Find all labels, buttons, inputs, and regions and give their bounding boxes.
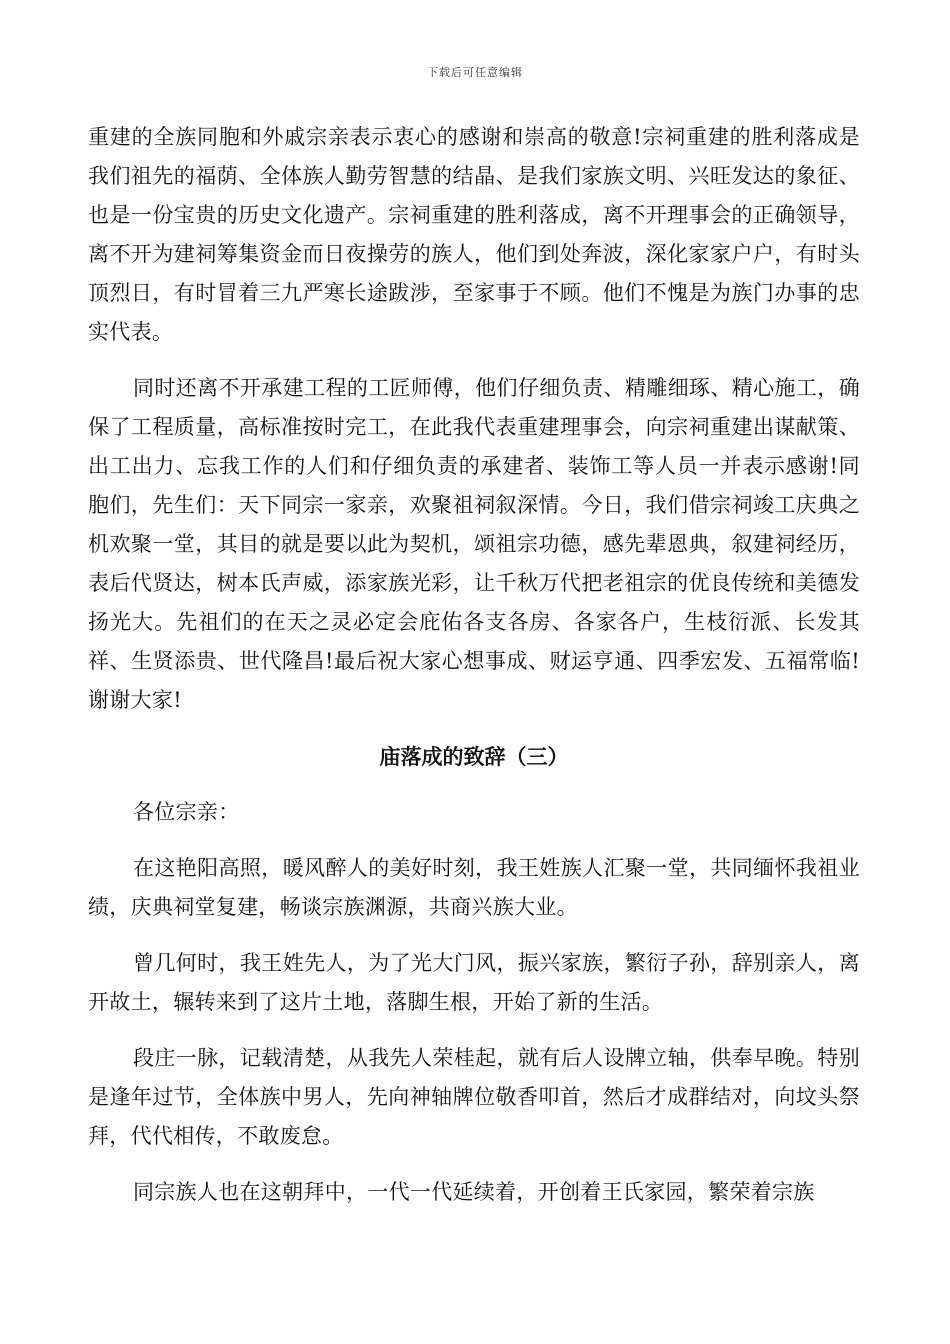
paragraph-opening: 在这艳阳高照，暖风醉人的美好时刻，我王姓族人汇聚一堂，共同缅怀我祖业绩，庆典祠堂复建，畅谈宗族渊源，共商兴族大业。 <box>88 856 860 919</box>
paragraph-continuation-end: 同宗族人也在这朝拜中，一代一代延续着，开创着王氏家园，繁荣着宗族 <box>133 1180 815 1204</box>
paragraph-salutation: 各位宗亲： <box>133 800 240 824</box>
paragraph-thanks: 同时还离不开承建工程的工匠师傅，他们仔细负责、精雕细琢、精心施工，确保了工程质量，高标准按时完工，在此我代表重建理事会，向宗祠重建出谋献策、出工出力、忘我工作的人们和仔细负责的承建者、装饰工等人员一并表示感谢!同胞们，先生们：天下同宗一家亲，欢聚祖祠叙深情。今日，我们借宗祠竣工庆典之机欢聚一堂，其目的就是要以此为契机，颂祖宗功德，感先辈恩典，叙建祠经历，表后代贤达，树本氏声威，添家族光彩，让千秋万代把老祖宗的优良传统和美德发扬光大。先祖们的在天之灵必定会庇佑各支各房、各家各户，生枝衍派、长发其祥、生贤添贵、世代隆昌!最后祝大家心想事成、财运亨通、四季宏发、五福常临!谢谢大家! <box>88 376 860 712</box>
paragraph-history: 曾几何时，我王姓先人，为了光大门风，振兴家族，繁衍子孙，辞别亲人，离开故土，辗转来到了这片土地，落脚生根，开始了新的生活。 <box>88 951 860 1014</box>
paragraph-continuation: 重建的全族同胞和外戚宗亲表示衷心的感谢和崇高的敬意!宗祠重建的胜利落成是我们祖先的福荫、全体族人勤劳智慧的结晶、是我们家族文明、兴旺发达的象征、也是一份宝贵的历史文化遗产。宗祠重建的胜利落成，离不开理事会的正确领导，离不开为建祠筹集资金而日夜操劳的族人，他们到处奔波，深化家家户户，有时头顶烈日，有时冒着三九严寒长途跋涉，至家事于不顾。他们不愧是为族门办事的忠实代表。 <box>88 125 860 344</box>
section-title: 庙落成的致辞（三） <box>379 744 569 769</box>
page-header-note: 下载后可任意编辑 <box>427 66 523 79</box>
paragraph-lineage: 段庄一脉，记载清楚，从我先人荣桂起，就有后人设牌立轴，供奉早晚。特别是逢年过节，全体族中男人，先向神轴牌位敬香叩首，然后才成群结对，向坟头祭拜，代代相传，不敢废怠。 <box>88 1046 860 1148</box>
document-body <box>88 118 860 1229</box>
